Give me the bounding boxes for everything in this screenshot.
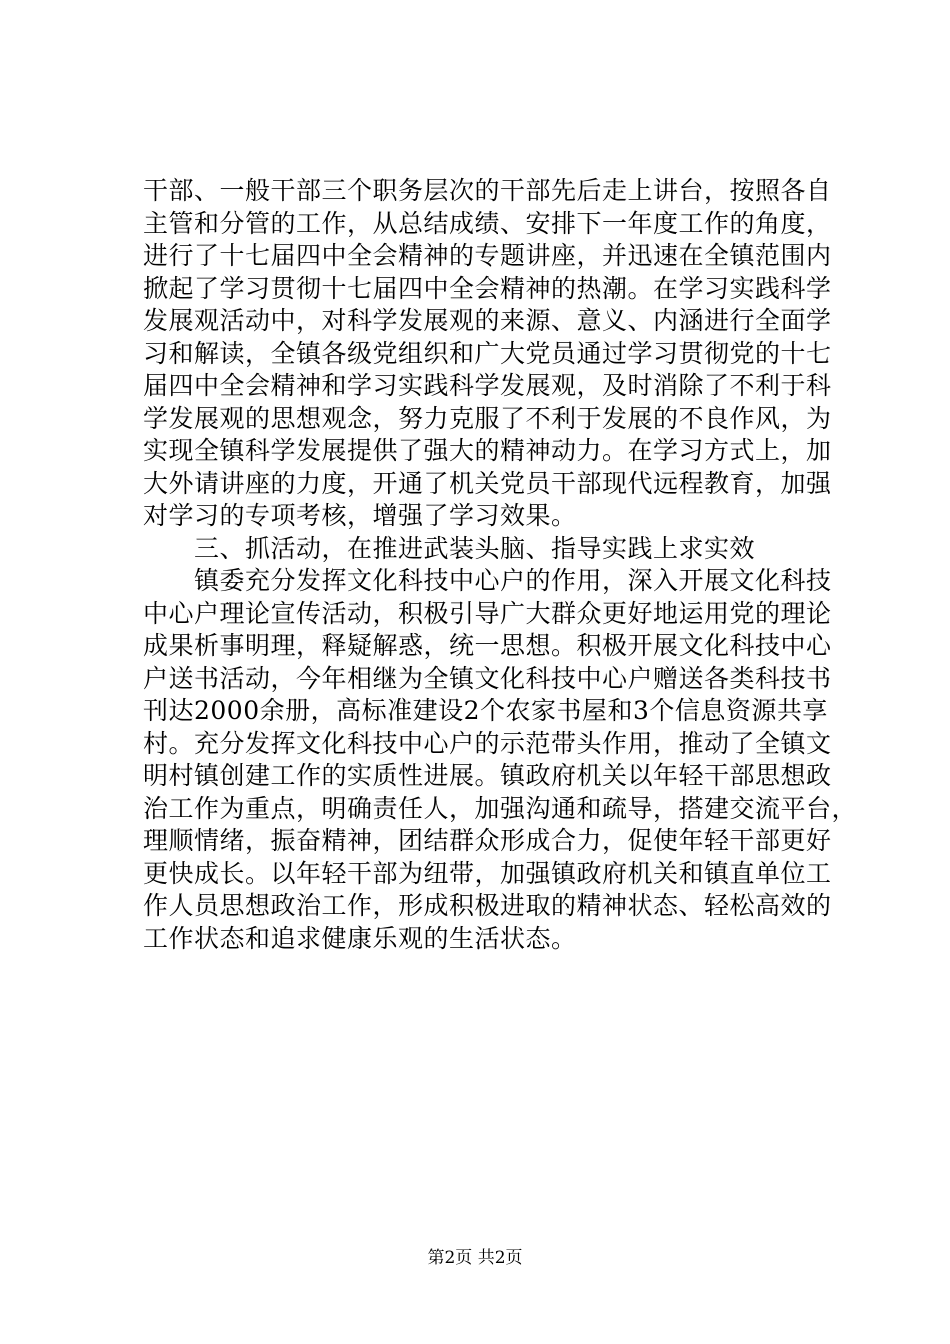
text-line: 实现全镇科学发展提供了强大的精神动力。在学习方式上，加 [143,436,832,465]
text-line: 习和解读，全镇各级党组织和广大党员通过学习贯彻党的十七 [143,338,832,368]
text-line: 成果析事明理，释疑解惑，统一思想。积极开展文化科技中心 [143,631,832,660]
text-line: 刊达2000余册，高标准建设2个农家书屋和3个信息资源共享 [143,696,828,725]
text-line: 届四中全会精神和学习实践科学发展观，及时消除了不利于科 [143,371,832,400]
text-line: 户送书活动，今年相继为全镇文化科技中心户赠送各类科技书 [143,663,832,693]
text-line: 大外请讲座的力度，开通了机关党员干部现代远程教育，加强 [143,468,832,498]
text-line: 理顺情绪，振奋精神，团结群众形成合力，促使年轻干部更好 [143,826,832,855]
text-line: 主管和分管的工作，从总结成绩、安排下一年度工作的角度， [143,208,832,238]
text-line: 作人员思想政治工作，形成积极进取的精神状态、轻松高效的 [143,891,832,920]
text-line: 学发展观的思想观念，努力克服了不利于发展的不良作风，为 [143,403,832,433]
text-line: 中心户理论宣传活动，积极引导广大群众更好地运用党的理论 [143,598,832,628]
body-text [143,175,858,955]
paragraph-end-line: 对学习的专项考核，增强了学习效果。 [143,501,577,530]
page-number-footer: 第2页 共2页 [427,1248,523,1268]
text-line: 更快成长。以年轻干部为纽带，加强镇政府机关和镇直单位工 [143,858,832,888]
text-line: 发展观活动中，对科学发展观的来源、意义、内涵进行全面学 [143,306,832,335]
text-line: 镇委充分发挥文化科技中心户的作用，深入开展文化科技 [143,566,832,595]
text-line: 治工作为重点，明确责任人，加强沟通和疏导，搭建交流平台， [143,793,858,823]
text-line: 明村镇创建工作的实质性进展。镇政府机关以年轻干部思想政 [143,761,832,790]
text-line: 掀起了学习贯彻十七届四中全会精神的热潮。在学习实践科学 [143,273,832,303]
text-line: 村。充分发挥文化科技中心户的示范带头作用，推动了全镇文 [143,728,832,758]
paragraph-end-line: 工作状态和追求健康乐观的生活状态。 [143,923,577,953]
text-line: 干部、一般干部三个职务层次的干部先后走上讲台，按照各自 [143,176,832,205]
text-line: 进行了十七届四中全会精神的专题讲座，并迅速在全镇范围内 [143,241,832,270]
section-heading: 三、抓活动，在推进武装头脑、指导实践上求实效 [143,533,756,563]
